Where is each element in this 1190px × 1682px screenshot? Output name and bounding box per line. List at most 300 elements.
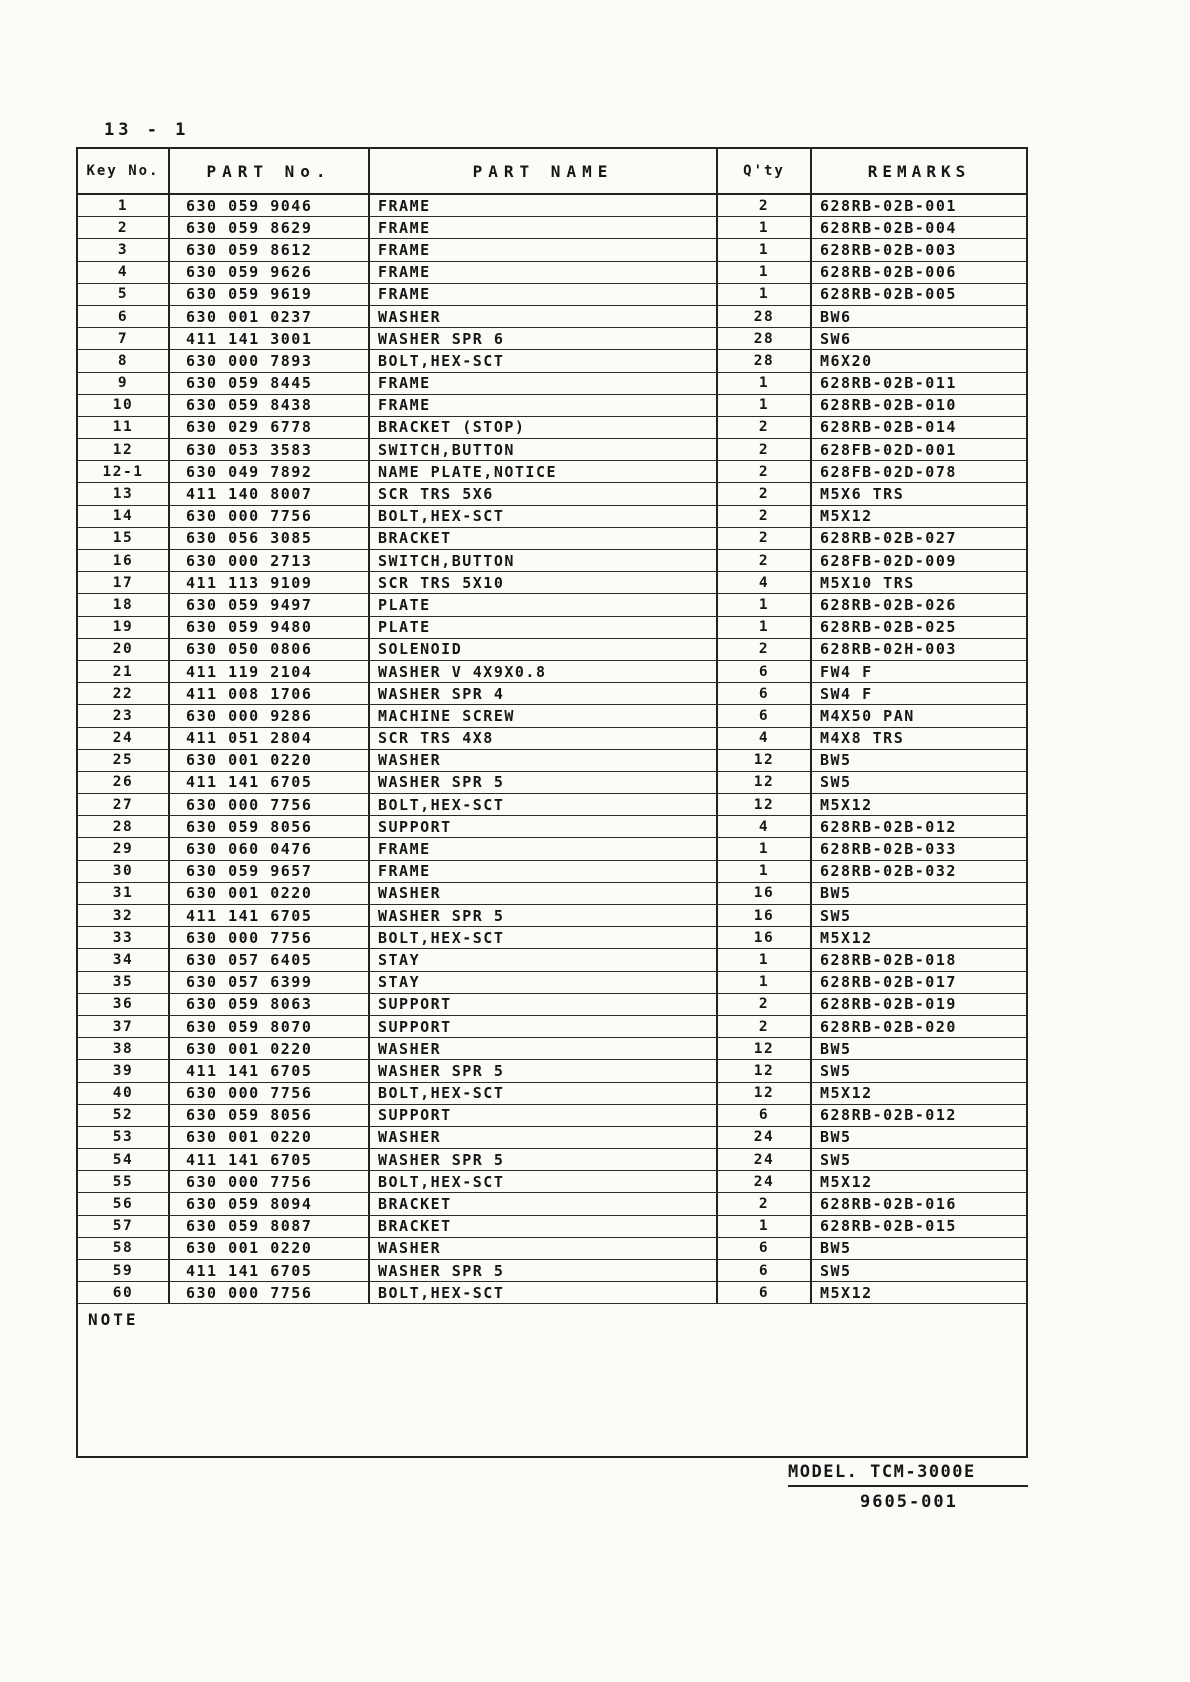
part-no-cell: 630 059 8629 bbox=[170, 217, 370, 238]
part-name-cell: MACHINE SCREW bbox=[370, 705, 718, 726]
qty-cell: 6 bbox=[718, 1238, 812, 1259]
part-name-cell: BOLT,HEX-SCT bbox=[370, 794, 718, 815]
part-name-cell: SCR TRS 5X10 bbox=[370, 572, 718, 593]
key-cell: 2 bbox=[78, 217, 170, 238]
remarks-cell: 628RB-02B-018 bbox=[820, 950, 957, 969]
qty-cell: 4 bbox=[718, 816, 812, 837]
table-row bbox=[78, 594, 1026, 616]
key-cell: 57 bbox=[78, 1216, 170, 1237]
part-no-cell: 630 060 0476 bbox=[170, 838, 370, 859]
part-no-cell: 630 056 3085 bbox=[170, 528, 370, 549]
part-no-cell: 630 000 7756 bbox=[170, 1083, 370, 1104]
key-cell: 17 bbox=[78, 572, 170, 593]
table-row bbox=[78, 284, 1026, 306]
part-name-cell: STAY bbox=[370, 972, 718, 993]
part-name-cell: WASHER bbox=[370, 1127, 718, 1148]
part-name-cell: PLATE bbox=[370, 617, 718, 638]
part-no-cell: 630 059 9046 bbox=[170, 195, 370, 216]
remarks-cell: SW5 bbox=[820, 773, 852, 792]
key-cell: 21 bbox=[78, 661, 170, 682]
key-cell: 60 bbox=[78, 1282, 170, 1303]
remarks-cell: 628RB-02B-019 bbox=[820, 995, 957, 1014]
remarks-cell: M5X12 bbox=[820, 1283, 873, 1302]
table-row bbox=[78, 661, 1026, 683]
header-part-name: PART NAME bbox=[370, 149, 718, 193]
qty-cell: 6 bbox=[718, 1260, 812, 1281]
qty-cell: 6 bbox=[718, 705, 812, 726]
part-name-cell: FRAME bbox=[370, 838, 718, 859]
remarks-cell: 628RB-02B-006 bbox=[820, 263, 957, 282]
remarks-cell: BW5 bbox=[820, 751, 852, 770]
part-no-cell: 630 000 7756 bbox=[170, 794, 370, 815]
key-cell: 55 bbox=[78, 1171, 170, 1192]
qty-cell: 2 bbox=[718, 994, 812, 1015]
remarks-cell: 628RB-02B-016 bbox=[820, 1195, 957, 1214]
qty-cell: 2 bbox=[718, 195, 812, 216]
table-row bbox=[78, 794, 1026, 816]
qty-cell: 1 bbox=[718, 395, 812, 416]
part-name-cell: BOLT,HEX-SCT bbox=[370, 350, 718, 371]
qty-cell: 6 bbox=[718, 1282, 812, 1303]
key-cell: 13 bbox=[78, 483, 170, 504]
remarks-cell: SW5 bbox=[820, 1150, 852, 1169]
part-no-cell: 630 059 8087 bbox=[170, 1216, 370, 1237]
part-name-cell: SUPPORT bbox=[370, 994, 718, 1015]
qty-cell: 2 bbox=[718, 417, 812, 438]
table-row bbox=[78, 972, 1026, 994]
part-name-cell: FRAME bbox=[370, 395, 718, 416]
remarks-cell: M5X12 bbox=[820, 795, 873, 814]
key-cell: 16 bbox=[78, 550, 170, 571]
qty-cell: 1 bbox=[718, 594, 812, 615]
part-no-cell: 630 059 8445 bbox=[170, 373, 370, 394]
qty-cell: 2 bbox=[718, 550, 812, 571]
qty-cell: 6 bbox=[718, 1105, 812, 1126]
remarks-cell: BW5 bbox=[820, 1239, 852, 1258]
key-cell: 53 bbox=[78, 1127, 170, 1148]
part-name-cell: FRAME bbox=[370, 284, 718, 305]
part-no-cell: 630 049 7892 bbox=[170, 461, 370, 482]
qty-cell: 12 bbox=[718, 1060, 812, 1081]
qty-cell: 24 bbox=[718, 1127, 812, 1148]
key-cell: 7 bbox=[78, 328, 170, 349]
part-no-cell: 630 059 9480 bbox=[170, 617, 370, 638]
page-label: 13 - 1 bbox=[104, 120, 190, 140]
table-row bbox=[78, 306, 1026, 328]
part-name-cell: NAME PLATE,NOTICE bbox=[370, 461, 718, 482]
table-row bbox=[78, 617, 1026, 639]
remarks-cell: M4X8 TRS bbox=[820, 729, 905, 748]
key-cell: 12 bbox=[78, 439, 170, 460]
table-row bbox=[78, 417, 1026, 439]
part-name-cell: WASHER SPR 5 bbox=[370, 905, 718, 926]
part-no-cell: 630 059 8612 bbox=[170, 239, 370, 260]
remarks-cell: 628FB-02D-078 bbox=[820, 462, 957, 481]
table-row bbox=[78, 728, 1026, 750]
remarks-cell: 628RB-02B-011 bbox=[820, 374, 957, 393]
key-cell: 28 bbox=[78, 816, 170, 837]
table-row bbox=[78, 1016, 1026, 1038]
part-no-cell: 630 000 7756 bbox=[170, 506, 370, 527]
part-name-cell: FRAME bbox=[370, 373, 718, 394]
qty-cell: 2 bbox=[718, 528, 812, 549]
table-row bbox=[78, 1127, 1026, 1149]
table-row bbox=[78, 1060, 1026, 1082]
table-row bbox=[78, 373, 1026, 395]
qty-cell: 28 bbox=[718, 306, 812, 327]
table-row bbox=[78, 883, 1026, 905]
qty-cell: 1 bbox=[718, 262, 812, 283]
part-name-cell: BOLT,HEX-SCT bbox=[370, 506, 718, 527]
part-name-cell: SUPPORT bbox=[370, 816, 718, 837]
remarks-cell: M5X12 bbox=[820, 1172, 873, 1191]
doc-number: 9605-001 bbox=[860, 1492, 958, 1512]
qty-cell: 2 bbox=[718, 1193, 812, 1214]
remarks-cell: 628RB-02B-026 bbox=[820, 595, 957, 614]
part-no-cell: 630 001 0237 bbox=[170, 306, 370, 327]
remarks-cell: M5X10 TRS bbox=[820, 573, 915, 592]
remarks-cell: BW5 bbox=[820, 1039, 852, 1058]
remarks-cell: 628RB-02B-025 bbox=[820, 618, 957, 637]
key-cell: 40 bbox=[78, 1083, 170, 1104]
table-row bbox=[78, 1238, 1026, 1260]
qty-cell: 28 bbox=[718, 328, 812, 349]
key-cell: 5 bbox=[78, 284, 170, 305]
table-row bbox=[78, 550, 1026, 572]
remarks-cell: 628RB-02B-032 bbox=[820, 862, 957, 881]
note-area bbox=[78, 1304, 1026, 1456]
remarks-cell: 628RB-02H-003 bbox=[820, 640, 957, 659]
remarks-cell: 628RB-02B-003 bbox=[820, 240, 957, 259]
table-row bbox=[78, 1038, 1026, 1060]
part-name-cell: SCR TRS 5X6 bbox=[370, 483, 718, 504]
part-no-cell: 630 059 8063 bbox=[170, 994, 370, 1015]
qty-cell: 12 bbox=[718, 772, 812, 793]
remarks-cell: M5X6 TRS bbox=[820, 485, 905, 504]
part-name-cell: WASHER SPR 5 bbox=[370, 772, 718, 793]
part-no-cell: 411 141 6705 bbox=[170, 772, 370, 793]
remarks-cell: 628RB-02B-017 bbox=[820, 973, 957, 992]
remarks-cell: SW5 bbox=[820, 1061, 852, 1080]
table-row bbox=[78, 239, 1026, 261]
part-no-cell: 630 057 6405 bbox=[170, 949, 370, 970]
qty-cell: 1 bbox=[718, 972, 812, 993]
qty-cell: 28 bbox=[718, 350, 812, 371]
table-row bbox=[78, 350, 1026, 372]
qty-cell: 1 bbox=[718, 284, 812, 305]
part-name-cell: SWITCH,BUTTON bbox=[370, 439, 718, 460]
part-name-cell: BRACKET (STOP) bbox=[370, 417, 718, 438]
part-name-cell: STAY bbox=[370, 949, 718, 970]
table-row bbox=[78, 1149, 1026, 1171]
part-name-cell: WASHER V 4X9X0.8 bbox=[370, 661, 718, 682]
key-cell: 24 bbox=[78, 728, 170, 749]
key-cell: 35 bbox=[78, 972, 170, 993]
remarks-cell: 628RB-02B-014 bbox=[820, 418, 957, 437]
key-cell: 6 bbox=[78, 306, 170, 327]
qty-cell: 16 bbox=[718, 905, 812, 926]
table-row bbox=[78, 461, 1026, 483]
remarks-cell: 628RB-02B-001 bbox=[820, 196, 957, 215]
part-no-cell: 630 059 8056 bbox=[170, 816, 370, 837]
table-row bbox=[78, 506, 1026, 528]
key-cell: 29 bbox=[78, 838, 170, 859]
remarks-cell: M6X20 bbox=[820, 351, 873, 370]
part-no-cell: 630 000 9286 bbox=[170, 705, 370, 726]
part-name-cell: WASHER bbox=[370, 750, 718, 771]
remarks-cell: SW5 bbox=[820, 906, 852, 925]
table-row bbox=[78, 1105, 1026, 1127]
part-name-cell: FRAME bbox=[370, 262, 718, 283]
part-no-cell: 630 001 0220 bbox=[170, 883, 370, 904]
part-name-cell: BOLT,HEX-SCT bbox=[370, 1282, 718, 1303]
model-label: MODEL. TCM-3000E bbox=[788, 1462, 1028, 1487]
part-name-cell: SUPPORT bbox=[370, 1105, 718, 1126]
key-cell: 8 bbox=[78, 350, 170, 371]
part-name-cell: BRACKET bbox=[370, 1193, 718, 1214]
part-no-cell: 411 141 6705 bbox=[170, 905, 370, 926]
part-no-cell: 630 053 3583 bbox=[170, 439, 370, 460]
table-row bbox=[78, 1171, 1026, 1193]
key-cell: 25 bbox=[78, 750, 170, 771]
table-row bbox=[78, 572, 1026, 594]
qty-cell: 1 bbox=[718, 617, 812, 638]
key-cell: 32 bbox=[78, 905, 170, 926]
header-remarks: REMARKS bbox=[867, 161, 971, 181]
key-cell: 9 bbox=[78, 373, 170, 394]
qty-cell: 1 bbox=[718, 217, 812, 238]
qty-cell: 12 bbox=[718, 1083, 812, 1104]
part-no-cell: 630 059 8438 bbox=[170, 395, 370, 416]
qty-cell: 24 bbox=[718, 1149, 812, 1170]
qty-cell: 1 bbox=[718, 239, 812, 260]
key-cell: 10 bbox=[78, 395, 170, 416]
table-body bbox=[78, 195, 1026, 1304]
remarks-cell: BW5 bbox=[820, 884, 852, 903]
key-cell: 36 bbox=[78, 994, 170, 1015]
qty-cell: 4 bbox=[718, 728, 812, 749]
key-cell: 3 bbox=[78, 239, 170, 260]
note-label: NOTE bbox=[88, 1310, 139, 1330]
qty-cell: 16 bbox=[718, 927, 812, 948]
part-no-cell: 411 119 2104 bbox=[170, 661, 370, 682]
key-cell: 58 bbox=[78, 1238, 170, 1259]
qty-cell: 1 bbox=[718, 838, 812, 859]
key-cell: 59 bbox=[78, 1260, 170, 1281]
part-no-cell: 411 008 1706 bbox=[170, 683, 370, 704]
table-row bbox=[78, 1216, 1026, 1238]
key-cell: 22 bbox=[78, 683, 170, 704]
part-no-cell: 630 000 7893 bbox=[170, 350, 370, 371]
remarks-cell: 628RB-02B-012 bbox=[820, 817, 957, 836]
header-key-no: Key No. bbox=[78, 149, 170, 193]
key-cell: 38 bbox=[78, 1038, 170, 1059]
table-row bbox=[78, 1282, 1026, 1304]
remarks-cell: 628RB-02B-027 bbox=[820, 529, 957, 548]
part-name-cell: WASHER SPR 5 bbox=[370, 1260, 718, 1281]
table-row bbox=[78, 483, 1026, 505]
qty-cell: 2 bbox=[718, 1016, 812, 1037]
footer-block bbox=[788, 1462, 1028, 1512]
remarks-cell: 628FB-02D-001 bbox=[820, 440, 957, 459]
qty-cell: 24 bbox=[718, 1171, 812, 1192]
remarks-cell: 628RB-02B-033 bbox=[820, 840, 957, 859]
table-row bbox=[78, 705, 1026, 727]
remarks-cell: 628RB-02B-015 bbox=[820, 1217, 957, 1236]
table-row bbox=[78, 1193, 1026, 1215]
key-cell: 37 bbox=[78, 1016, 170, 1037]
qty-cell: 12 bbox=[718, 750, 812, 771]
remarks-cell: M5X12 bbox=[820, 1084, 873, 1103]
table-row bbox=[78, 949, 1026, 971]
remarks-cell: 628RB-02B-012 bbox=[820, 1106, 957, 1125]
key-cell: 19 bbox=[78, 617, 170, 638]
part-name-cell: FRAME bbox=[370, 217, 718, 238]
key-cell: 52 bbox=[78, 1105, 170, 1126]
table-row bbox=[78, 528, 1026, 550]
remarks-cell: M4X50 PAN bbox=[820, 706, 915, 725]
qty-cell: 1 bbox=[718, 949, 812, 970]
header-part-no: PART No. bbox=[170, 149, 370, 193]
remarks-cell: BW5 bbox=[820, 1128, 852, 1147]
table-row bbox=[78, 328, 1026, 350]
table-row bbox=[78, 927, 1026, 949]
part-no-cell: 630 001 0220 bbox=[170, 1038, 370, 1059]
remarks-cell: SW5 bbox=[820, 1261, 852, 1280]
part-name-cell: FRAME bbox=[370, 195, 718, 216]
table-row bbox=[78, 395, 1026, 417]
table-header bbox=[78, 149, 1026, 195]
parts-table bbox=[76, 147, 1028, 1458]
table-row bbox=[78, 217, 1026, 239]
table-row bbox=[78, 772, 1026, 794]
part-name-cell: FRAME bbox=[370, 239, 718, 260]
part-name-cell: WASHER bbox=[370, 1038, 718, 1059]
key-cell: 18 bbox=[78, 594, 170, 615]
part-name-cell: WASHER SPR 6 bbox=[370, 328, 718, 349]
part-name-cell: FRAME bbox=[370, 861, 718, 882]
key-cell: 23 bbox=[78, 705, 170, 726]
key-cell: 30 bbox=[78, 861, 170, 882]
remarks-cell: SW6 bbox=[820, 329, 852, 348]
part-no-cell: 411 141 6705 bbox=[170, 1060, 370, 1081]
part-no-cell: 630 000 7756 bbox=[170, 1282, 370, 1303]
part-name-cell: SOLENOID bbox=[370, 639, 718, 660]
table-row bbox=[78, 639, 1026, 661]
part-name-cell: BOLT,HEX-SCT bbox=[370, 927, 718, 948]
key-cell: 27 bbox=[78, 794, 170, 815]
table-row bbox=[78, 1083, 1026, 1105]
part-no-cell: 630 000 7756 bbox=[170, 927, 370, 948]
part-name-cell: WASHER SPR 5 bbox=[370, 1149, 718, 1170]
part-name-cell: SWITCH,BUTTON bbox=[370, 550, 718, 571]
part-name-cell: BRACKET bbox=[370, 528, 718, 549]
table-row bbox=[78, 838, 1026, 860]
table-row bbox=[78, 195, 1026, 217]
table-row bbox=[78, 262, 1026, 284]
remarks-cell: 628RB-02B-004 bbox=[820, 218, 957, 237]
part-no-cell: 630 029 6778 bbox=[170, 417, 370, 438]
part-name-cell: WASHER bbox=[370, 883, 718, 904]
part-name-cell: BRACKET bbox=[370, 1216, 718, 1237]
part-no-cell: 630 057 6399 bbox=[170, 972, 370, 993]
part-no-cell: 411 141 6705 bbox=[170, 1149, 370, 1170]
part-name-cell: SUPPORT bbox=[370, 1016, 718, 1037]
remarks-cell: 628RB-02B-010 bbox=[820, 396, 957, 415]
table-row bbox=[78, 816, 1026, 838]
part-name-cell: WASHER bbox=[370, 306, 718, 327]
part-no-cell: 411 140 8007 bbox=[170, 483, 370, 504]
header-qty: Q'ty bbox=[718, 149, 812, 193]
table-row bbox=[78, 861, 1026, 883]
part-no-cell: 630 001 0220 bbox=[170, 1127, 370, 1148]
key-cell: 56 bbox=[78, 1193, 170, 1214]
remarks-cell: M5X12 bbox=[820, 928, 873, 947]
qty-cell: 12 bbox=[718, 1038, 812, 1059]
table-row bbox=[78, 750, 1026, 772]
qty-cell: 1 bbox=[718, 1216, 812, 1237]
key-cell: 1 bbox=[78, 195, 170, 216]
remarks-cell: FW4 F bbox=[820, 662, 873, 681]
table-row bbox=[78, 905, 1026, 927]
remarks-cell: 628RB-02B-005 bbox=[820, 285, 957, 304]
key-cell: 34 bbox=[78, 949, 170, 970]
part-no-cell: 630 000 7756 bbox=[170, 1171, 370, 1192]
part-no-cell: 411 141 3001 bbox=[170, 328, 370, 349]
key-cell: 11 bbox=[78, 417, 170, 438]
key-cell: 39 bbox=[78, 1060, 170, 1081]
qty-cell: 2 bbox=[718, 439, 812, 460]
part-no-cell: 630 001 0220 bbox=[170, 750, 370, 771]
qty-cell: 16 bbox=[718, 883, 812, 904]
key-cell: 31 bbox=[78, 883, 170, 904]
part-name-cell: PLATE bbox=[370, 594, 718, 615]
qty-cell: 6 bbox=[718, 661, 812, 682]
key-cell: 54 bbox=[78, 1149, 170, 1170]
qty-cell: 12 bbox=[718, 794, 812, 815]
key-cell: 26 bbox=[78, 772, 170, 793]
qty-cell: 2 bbox=[718, 483, 812, 504]
key-cell: 14 bbox=[78, 506, 170, 527]
part-no-cell: 630 001 0220 bbox=[170, 1238, 370, 1259]
part-no-cell: 630 059 8070 bbox=[170, 1016, 370, 1037]
qty-cell: 2 bbox=[718, 461, 812, 482]
remarks-cell: SW4 F bbox=[820, 684, 873, 703]
part-no-cell: 411 141 6705 bbox=[170, 1260, 370, 1281]
qty-cell: 2 bbox=[718, 506, 812, 527]
part-name-cell: BOLT,HEX-SCT bbox=[370, 1171, 718, 1192]
part-no-cell: 411 113 9109 bbox=[170, 572, 370, 593]
qty-cell: 1 bbox=[718, 373, 812, 394]
part-no-cell: 630 059 9619 bbox=[170, 284, 370, 305]
part-name-cell: BOLT,HEX-SCT bbox=[370, 1083, 718, 1104]
remarks-cell: M5X12 bbox=[820, 507, 873, 526]
key-cell: 12-1 bbox=[78, 461, 170, 482]
qty-cell: 1 bbox=[718, 861, 812, 882]
table-row bbox=[78, 439, 1026, 461]
table-row bbox=[78, 1260, 1026, 1282]
remarks-cell: 628RB-02B-020 bbox=[820, 1017, 957, 1036]
key-cell: 4 bbox=[78, 262, 170, 283]
remarks-cell: 628FB-02D-009 bbox=[820, 551, 957, 570]
key-cell: 15 bbox=[78, 528, 170, 549]
part-no-cell: 630 059 9626 bbox=[170, 262, 370, 283]
part-name-cell: SCR TRS 4X8 bbox=[370, 728, 718, 749]
part-no-cell: 411 051 2804 bbox=[170, 728, 370, 749]
key-cell: 33 bbox=[78, 927, 170, 948]
table-row bbox=[78, 683, 1026, 705]
part-name-cell: WASHER SPR 5 bbox=[370, 1060, 718, 1081]
